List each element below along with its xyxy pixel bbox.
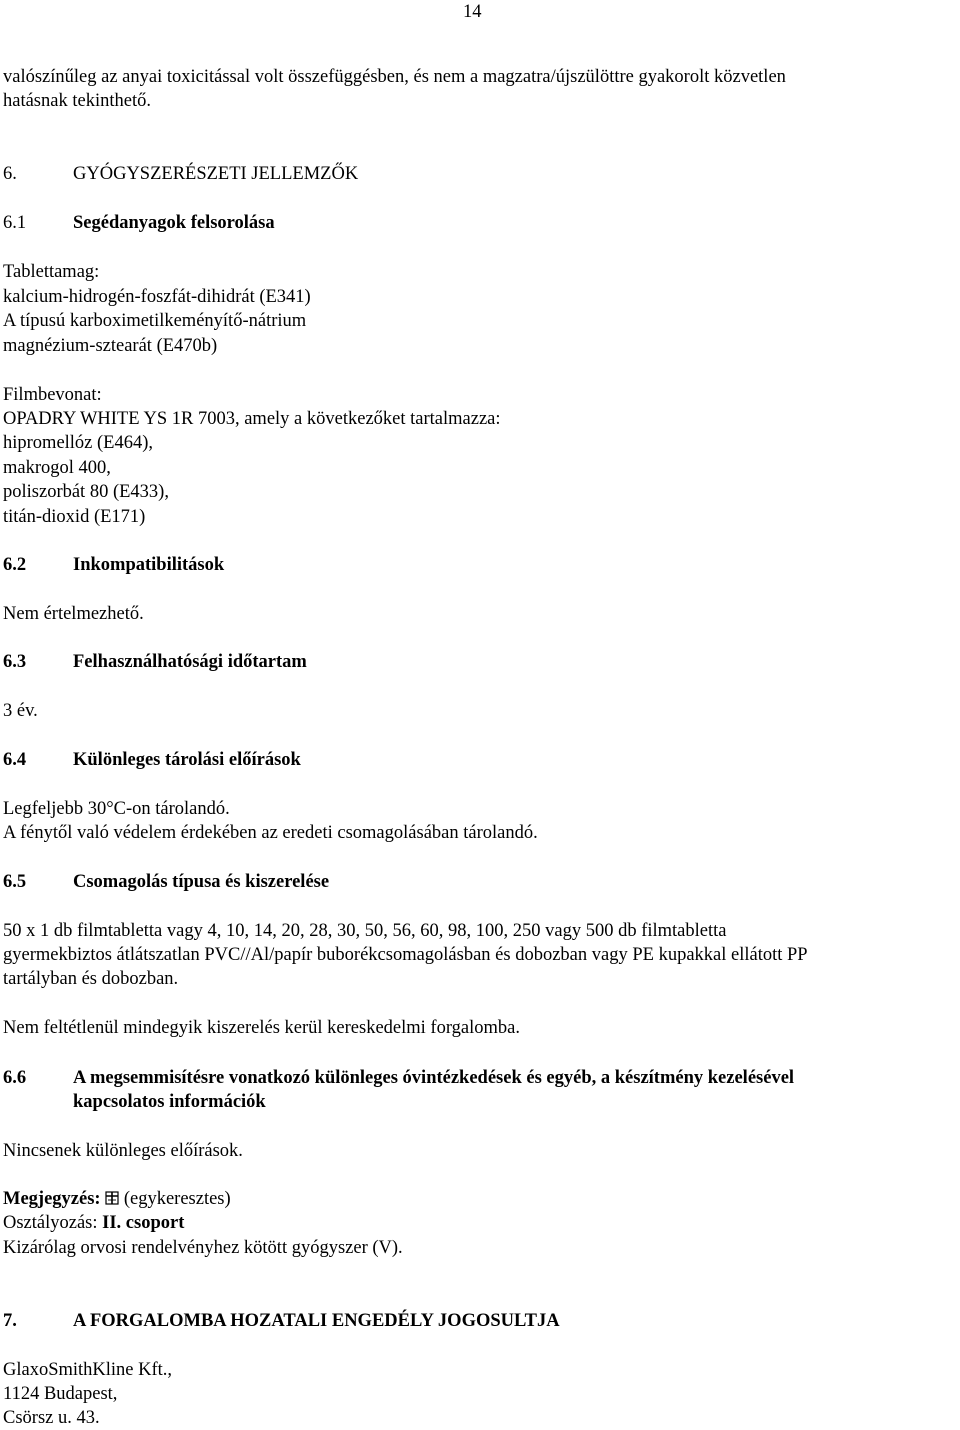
subsection-title: Csomagolás típusa és kiszerelése bbox=[73, 872, 330, 892]
holder-line: 1124 Budapest, bbox=[3, 1384, 118, 1404]
subsection-number: 6.3 bbox=[3, 652, 27, 672]
body-text: Nem feltétlenül mindegyik kiszerelés kerül kereskedelmi forgalomba. bbox=[3, 1018, 520, 1038]
single-cross-icon bbox=[105, 1189, 119, 1209]
remark-value: (egykeresztes) bbox=[123, 1189, 231, 1209]
excipient-item: makrogol 400, bbox=[3, 458, 111, 478]
excipient-item: magnézium-sztearát (E470b) bbox=[3, 336, 218, 356]
body-text: 50 x 1 db filmtabletta vagy 4, 10, 14, 20, 28, 30, 50, 56, 60, 98, 100, 250 vagy 500 db filmtabletta bbox=[3, 921, 727, 941]
remark-line bbox=[3, 1187, 231, 1211]
excipient-item: poliszorbát 80 (E433), bbox=[3, 482, 169, 502]
subsection-number: 6.2 bbox=[3, 555, 27, 575]
body-text: 3 év. bbox=[3, 701, 38, 721]
tablet-core-label: Tablettamag: bbox=[3, 262, 100, 282]
section-number: 6. bbox=[3, 164, 17, 184]
subsection-number: 6.4 bbox=[3, 750, 27, 770]
holder-line: Csörsz u. 43. bbox=[3, 1408, 100, 1428]
page-number: 14 bbox=[463, 2, 482, 22]
subsection-title-line-1: A megsemmisítésre vonatkozó különleges óvintézkedések és egyéb, a készítmény kezelésével bbox=[73, 1068, 795, 1088]
intro-line-1: valószínűleg az anyai toxicitással volt összefüggésben, és nem a magzatra/újszülöttre gyakorolt közvetlen bbox=[3, 67, 786, 87]
subsection-title: Különleges tárolási előírások bbox=[73, 750, 301, 770]
body-text: Nincsenek különleges előírások. bbox=[3, 1141, 243, 1161]
holder-line: GlaxoSmithKline Kft., bbox=[3, 1360, 173, 1380]
excipient-item: OPADRY WHITE YS 1R 7003, amely a következőket tartalmazza: bbox=[3, 409, 501, 429]
intro-line-2: hatásnak tekinthető. bbox=[3, 91, 151, 111]
subsection-number: 6.1 bbox=[3, 213, 27, 233]
subsection-number: 6.5 bbox=[3, 872, 27, 892]
section-number: 7. bbox=[3, 1311, 17, 1331]
section-title: GYÓGYSZERÉSZETI JELLEMZŐK bbox=[73, 164, 359, 184]
excipient-item: hipromellóz (E464), bbox=[3, 433, 154, 453]
classification-value: II. csoport bbox=[102, 1213, 185, 1233]
body-text: Nem értelmezhető. bbox=[3, 604, 144, 624]
section-title: A FORGALOMBA HOZATALI ENGEDÉLY JOGOSULTJA bbox=[73, 1311, 560, 1331]
body-text: gyermekbiztos átlátszatlan PVC//Al/papír buborékcsomagolásban és dobozban vagy PE kupakkal ellátott PP bbox=[3, 945, 808, 965]
classification-line bbox=[3, 1211, 184, 1235]
subsection-title: Segédanyagok felsorolása bbox=[73, 213, 275, 233]
body-text: Legfeljebb 30°C-on tárolandó. bbox=[3, 799, 230, 819]
classification-label: Osztályozás: bbox=[3, 1213, 98, 1233]
subsection-title-line-2: kapcsolatos információk bbox=[73, 1092, 266, 1112]
body-text: A fénytől való védelem érdekében az eredeti csomagolásában tárolandó. bbox=[3, 823, 538, 843]
excipient-item: kalcium-hidrogén-foszfát-dihidrát (E341) bbox=[3, 287, 311, 307]
remark-label: Megjegyzés: bbox=[3, 1189, 101, 1209]
excipient-item: A típusú karboximetilkeményítő-nátrium bbox=[3, 311, 307, 331]
prescription-status: Kizárólag orvosi rendelvényhez kötött gyógyszer (V). bbox=[3, 1238, 403, 1258]
subsection-title: Inkompatibilitások bbox=[73, 555, 225, 575]
excipient-item: titán-dioxid (E171) bbox=[3, 507, 146, 527]
subsection-number: 6.6 bbox=[3, 1068, 27, 1088]
subsection-title: Felhasználhatósági időtartam bbox=[73, 652, 307, 672]
body-text: tartályban és dobozban. bbox=[3, 969, 179, 989]
film-coating-label: Filmbevonat: bbox=[3, 385, 102, 405]
